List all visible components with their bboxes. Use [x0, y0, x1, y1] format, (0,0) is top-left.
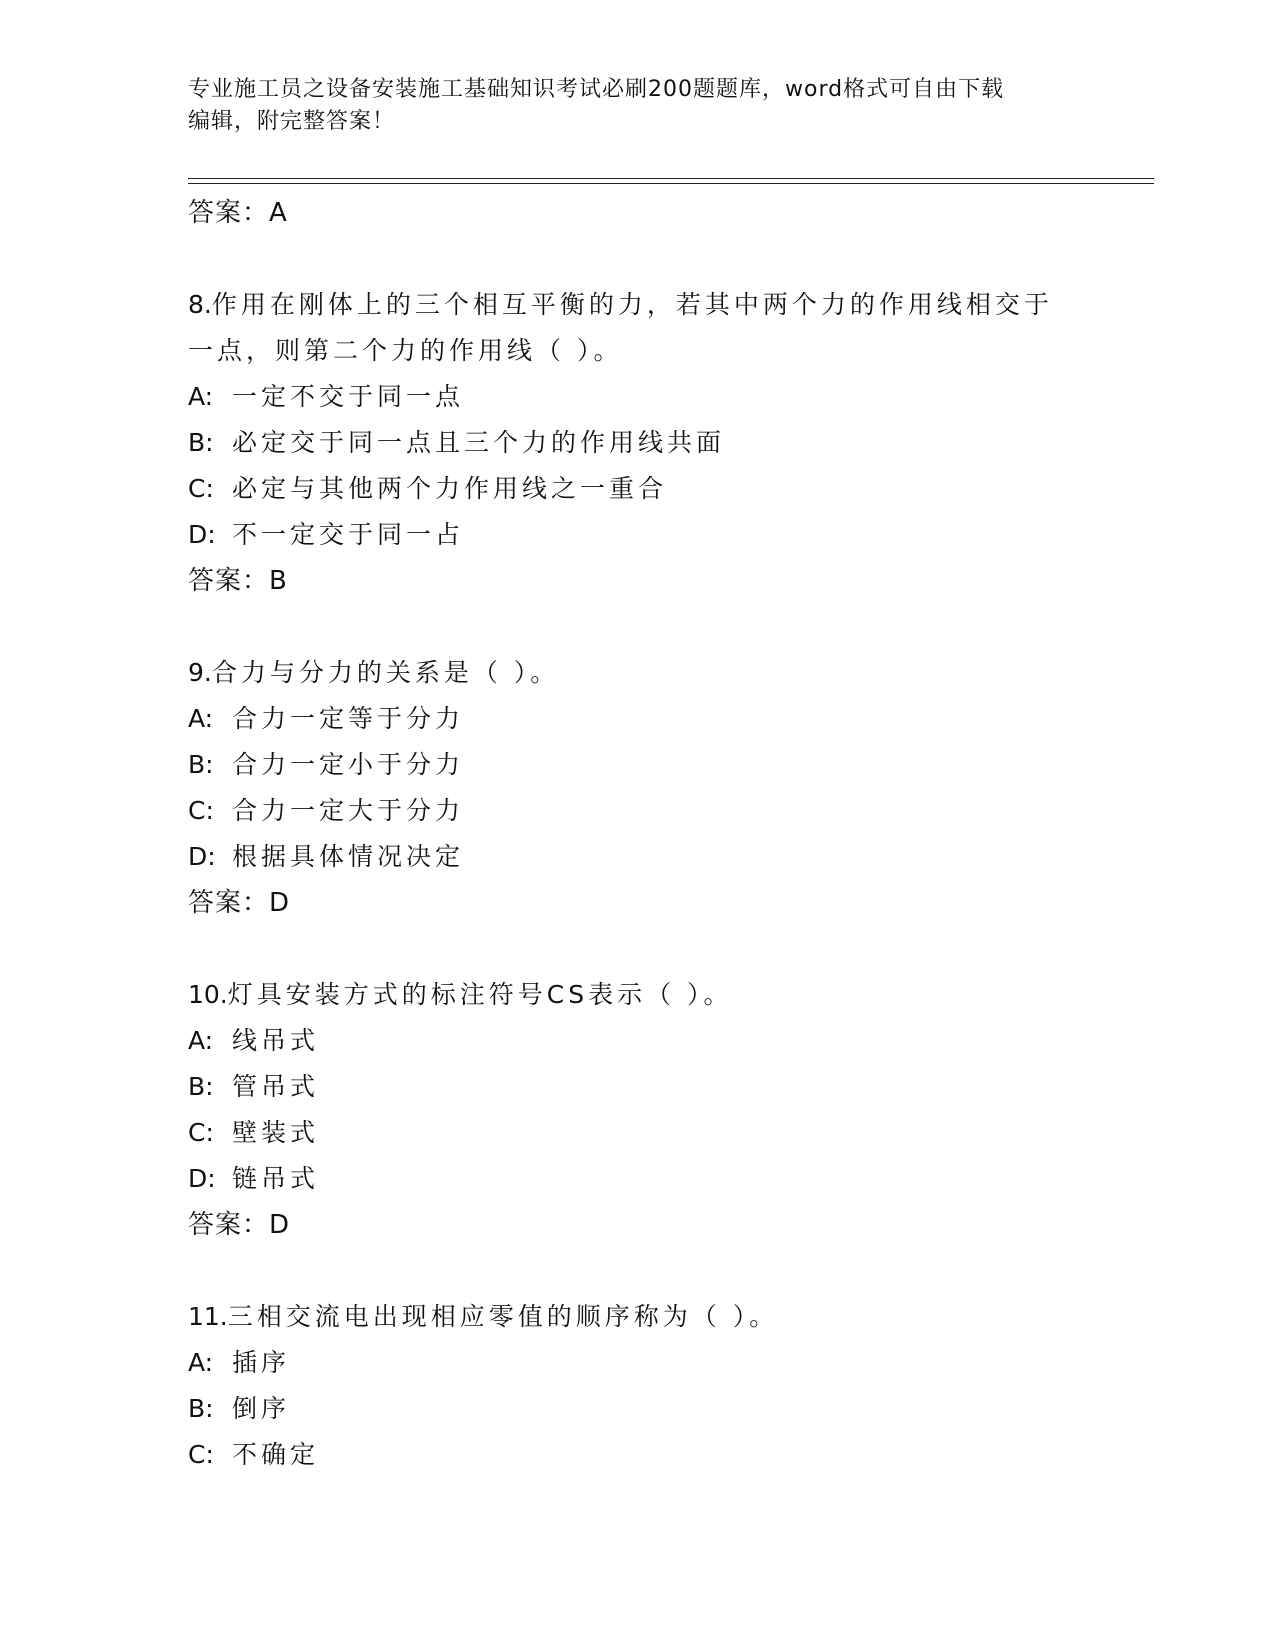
document-header: [188, 74, 1088, 138]
option-letter: B:: [188, 1072, 214, 1101]
option-text: 不一定交于同一占: [232, 520, 465, 549]
answer: 答案：D: [188, 1210, 291, 1240]
option-text: 合力一定小于分力: [232, 750, 465, 779]
option-b: [188, 1386, 1118, 1432]
question-10: [188, 972, 1118, 1248]
option-c: [188, 1432, 1118, 1478]
question-stem-text: 合力与分力的关系是（ ）。: [211, 658, 560, 687]
option-text: 倒序: [232, 1394, 291, 1423]
option-c: [188, 788, 1118, 834]
option-b: [188, 1064, 1118, 1110]
option-a: [188, 1340, 1118, 1386]
option-text: 一定不交于同一点: [232, 382, 465, 411]
option-letter: D:: [188, 1164, 216, 1193]
question-stem: [188, 650, 1118, 696]
option-letter: A:: [188, 704, 214, 733]
answer: 答案：B: [188, 566, 288, 596]
header-divider-top: [188, 178, 1154, 179]
option-letter: B:: [188, 1394, 214, 1423]
option-letter: D:: [188, 520, 216, 549]
option-c: [188, 1110, 1118, 1156]
question-number: 9.: [188, 658, 212, 687]
question-number: 10.: [188, 980, 228, 1009]
option-text: 不确定: [232, 1440, 320, 1469]
question-9: [188, 650, 1118, 926]
option-text: 插序: [232, 1348, 291, 1377]
option-text: 必定交于同一点且三个力的作用线共面: [232, 428, 726, 457]
option-a: [188, 696, 1118, 742]
option-text: 链吊式: [232, 1164, 320, 1193]
option-letter: A:: [188, 1348, 214, 1377]
option-a: [188, 1018, 1118, 1064]
option-letter: C:: [188, 1118, 214, 1147]
option-letter: A:: [188, 382, 214, 411]
question-number: 11.: [188, 1302, 228, 1331]
question-8: [188, 282, 1118, 604]
header-title-line-1: 专业施工员之设备安装施工基础知识考试必刷200题题库，word格式可自由下载: [188, 77, 1005, 102]
question-stem-text: 作用在刚体上的三个相互平衡的力，若其中两个力的作用线相交于: [211, 290, 1053, 319]
option-text: 管吊式: [232, 1072, 320, 1101]
header-title-line-2: 编辑，附完整答案！: [188, 109, 396, 134]
question-stem: [188, 1294, 1118, 1340]
option-d: [188, 1156, 1118, 1202]
question-stem-continued: 一点，则第二个力的作用线（ ）。: [188, 336, 623, 365]
option-letter: C:: [188, 1440, 214, 1469]
option-letter: C:: [188, 474, 214, 503]
option-a: [188, 374, 1118, 420]
question-stem: [188, 282, 1118, 328]
previous-answer: 答案：A: [188, 198, 288, 228]
option-d: [188, 834, 1118, 880]
question-stem-text: 灯具安装方式的标注符号CS表示（ ）。: [227, 980, 733, 1009]
question-11: [188, 1294, 1118, 1478]
question-list: [188, 190, 1118, 1478]
header-divider-bottom: [188, 183, 1154, 184]
option-text: 合力一定等于分力: [232, 704, 465, 733]
option-text: 根据具体情况决定: [232, 842, 465, 871]
option-letter: D:: [188, 842, 216, 871]
option-c: [188, 466, 1118, 512]
option-b: [188, 742, 1118, 788]
option-letter: B:: [188, 750, 214, 779]
answer: 答案：D: [188, 888, 291, 918]
option-letter: C:: [188, 796, 214, 825]
option-text: 合力一定大于分力: [232, 796, 465, 825]
option-b: [188, 420, 1118, 466]
option-text: 壁装式: [232, 1118, 320, 1147]
question-number: 8.: [188, 290, 212, 319]
option-d: [188, 512, 1118, 558]
question-stem-text: 三相交流电出现相应零值的顺序称为（ ）。: [227, 1302, 779, 1331]
option-text: 必定与其他两个力作用线之一重合: [232, 474, 668, 503]
option-letter: B:: [188, 428, 214, 457]
option-letter: A:: [188, 1026, 214, 1055]
option-text: 线吊式: [232, 1026, 320, 1055]
question-stem: [188, 972, 1118, 1018]
